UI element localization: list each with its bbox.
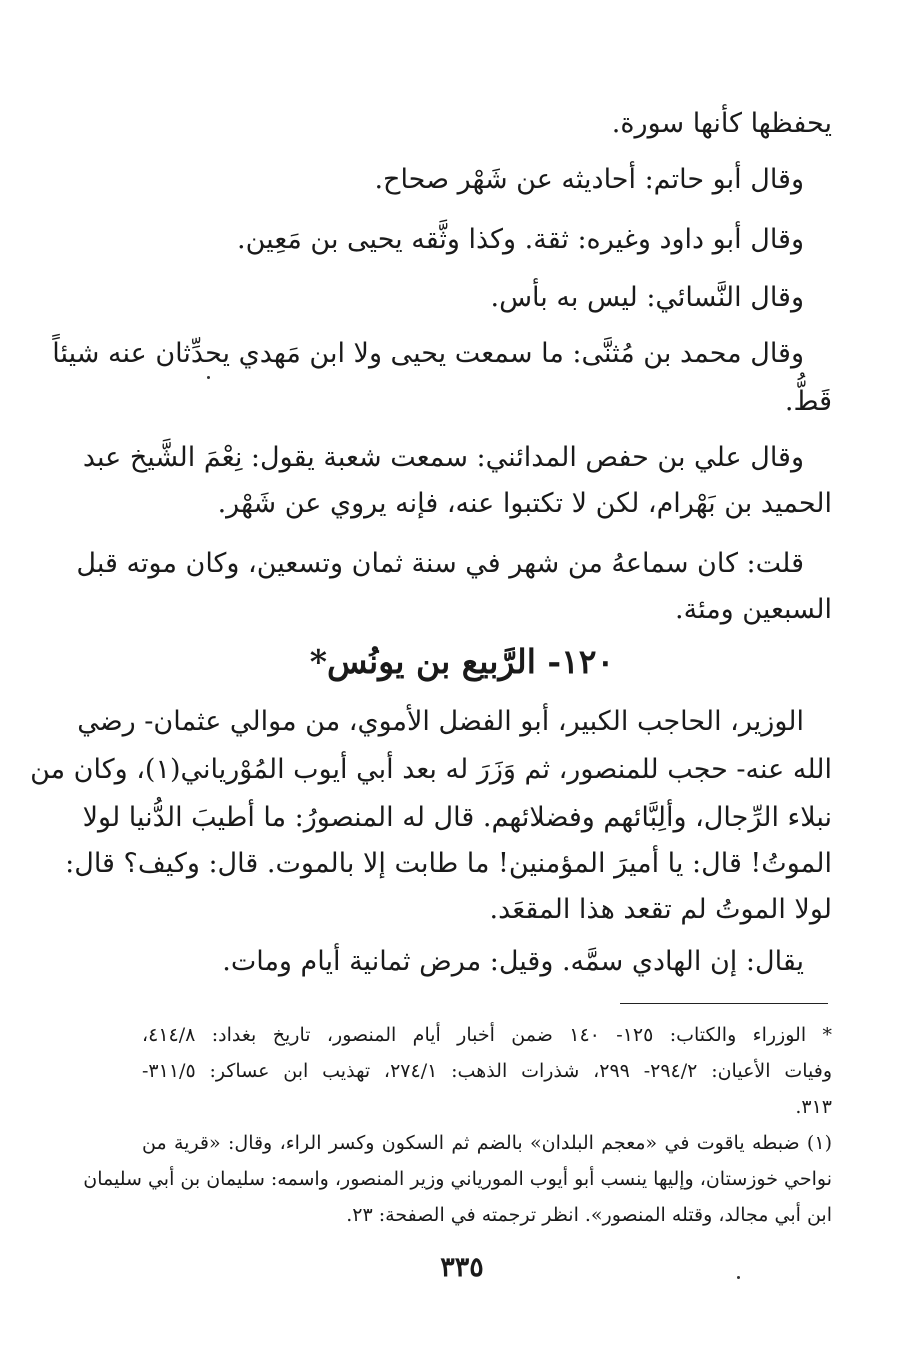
entry-line: الوزير، الحاجب الكبير، أبو الفضل الأموي، من موالي عثمان- رضي — [77, 706, 804, 737]
body-line: يحفظها كأنها سورة. — [611, 108, 832, 139]
footnote-line: * الوزراء والكتاب: ١٢٥- ١٤٠ ضمن أخبار أيام المنصور، تاريخ بغداد: ٤١٤/٨، — [142, 1024, 832, 1046]
body-line: وقال أبو حاتم: أحاديثه عن شَهْر صحاح. — [374, 164, 804, 195]
body-line: وقال علي بن حفص المدائني: سمعت شعبة يقول: نِعْمَ الشَّيخ عبد — [82, 442, 804, 473]
footnote-separator — [620, 1003, 828, 1004]
body-line: قَطُّ. — [784, 386, 832, 417]
body-line: قلت: كان سماعهُ من شهر في سنة ثمان وتسعين، وكان موته قبل — [76, 548, 804, 579]
entry-line: الموتُ! قال: يا أميرَ المؤمنين! ما طابت إلا بالموت. قال: وكيف؟ قال: — [65, 848, 832, 879]
footnote-line: ابن أبي مجالد، وقتله المنصور». انظر ترجمته في الصفحة: ٢٣. — [346, 1204, 832, 1226]
scan-speck — [207, 376, 210, 379]
entry-line: الله عنه- حجب للمنصور، ثم وَزَرَ له بعد أبي أيوب المُوْرياني(١)، وكان من — [30, 754, 832, 785]
footnote-line: نواحي خوزستان، وإليها ينسب أبو أيوب المورياني وزير المنصور، واسمه: سليمان بن أبي سليمان — [83, 1168, 832, 1190]
footnote-line: (١) ضبطه ياقوت في «معجم البلدان» بالضم ثم السكون وكسر الراء، وقال: «قرية من — [142, 1132, 832, 1154]
body-line: وقال النَّسائي: ليس به بأس. — [490, 282, 804, 313]
scan-speck — [737, 1276, 740, 1279]
body-line: الحميد بن بَهْرام، لكن لا تكتبوا عنه، فإنه يروي عن شَهْر. — [217, 488, 832, 519]
entry-line: لولا الموتُ لم تقعد هذا المقعَد. — [489, 894, 832, 925]
body-line: السبعين ومئة. — [675, 594, 832, 625]
footnote-line: ٣١٣. — [795, 1096, 832, 1118]
body-line: وقال أبو داود وغيره: ثقة. وكذا وثَّقه يحيى بن مَعِين. — [237, 224, 804, 255]
entry-line: نبلاء الرِّجال، وألِبَّائهم وفضلائهم. قال له المنصورُ: ما أطيبَ الدُّنيا لولا — [82, 802, 832, 833]
entry-title: ١٢٠- الرَّبيع بن يونُس* — [309, 642, 615, 681]
footnote-line: وفيات الأعيان: ٢٩٤/٢- ٢٩٩، شذرات الذهب: ٢٧٤/١، تهذيب ابن عساكر: ٣١١/٥- — [142, 1060, 833, 1082]
page-number: ٣٣٥ — [440, 1252, 484, 1283]
body-line: وقال محمد بن مُثنَّى: ما سمعت يحيى ولا ابن مَهدي يحدِّثان عنه شيئاً — [52, 338, 804, 369]
entry-line: يقال: إن الهادي سمَّه. وقيل: مرض ثمانية أيام ومات. — [222, 946, 804, 977]
